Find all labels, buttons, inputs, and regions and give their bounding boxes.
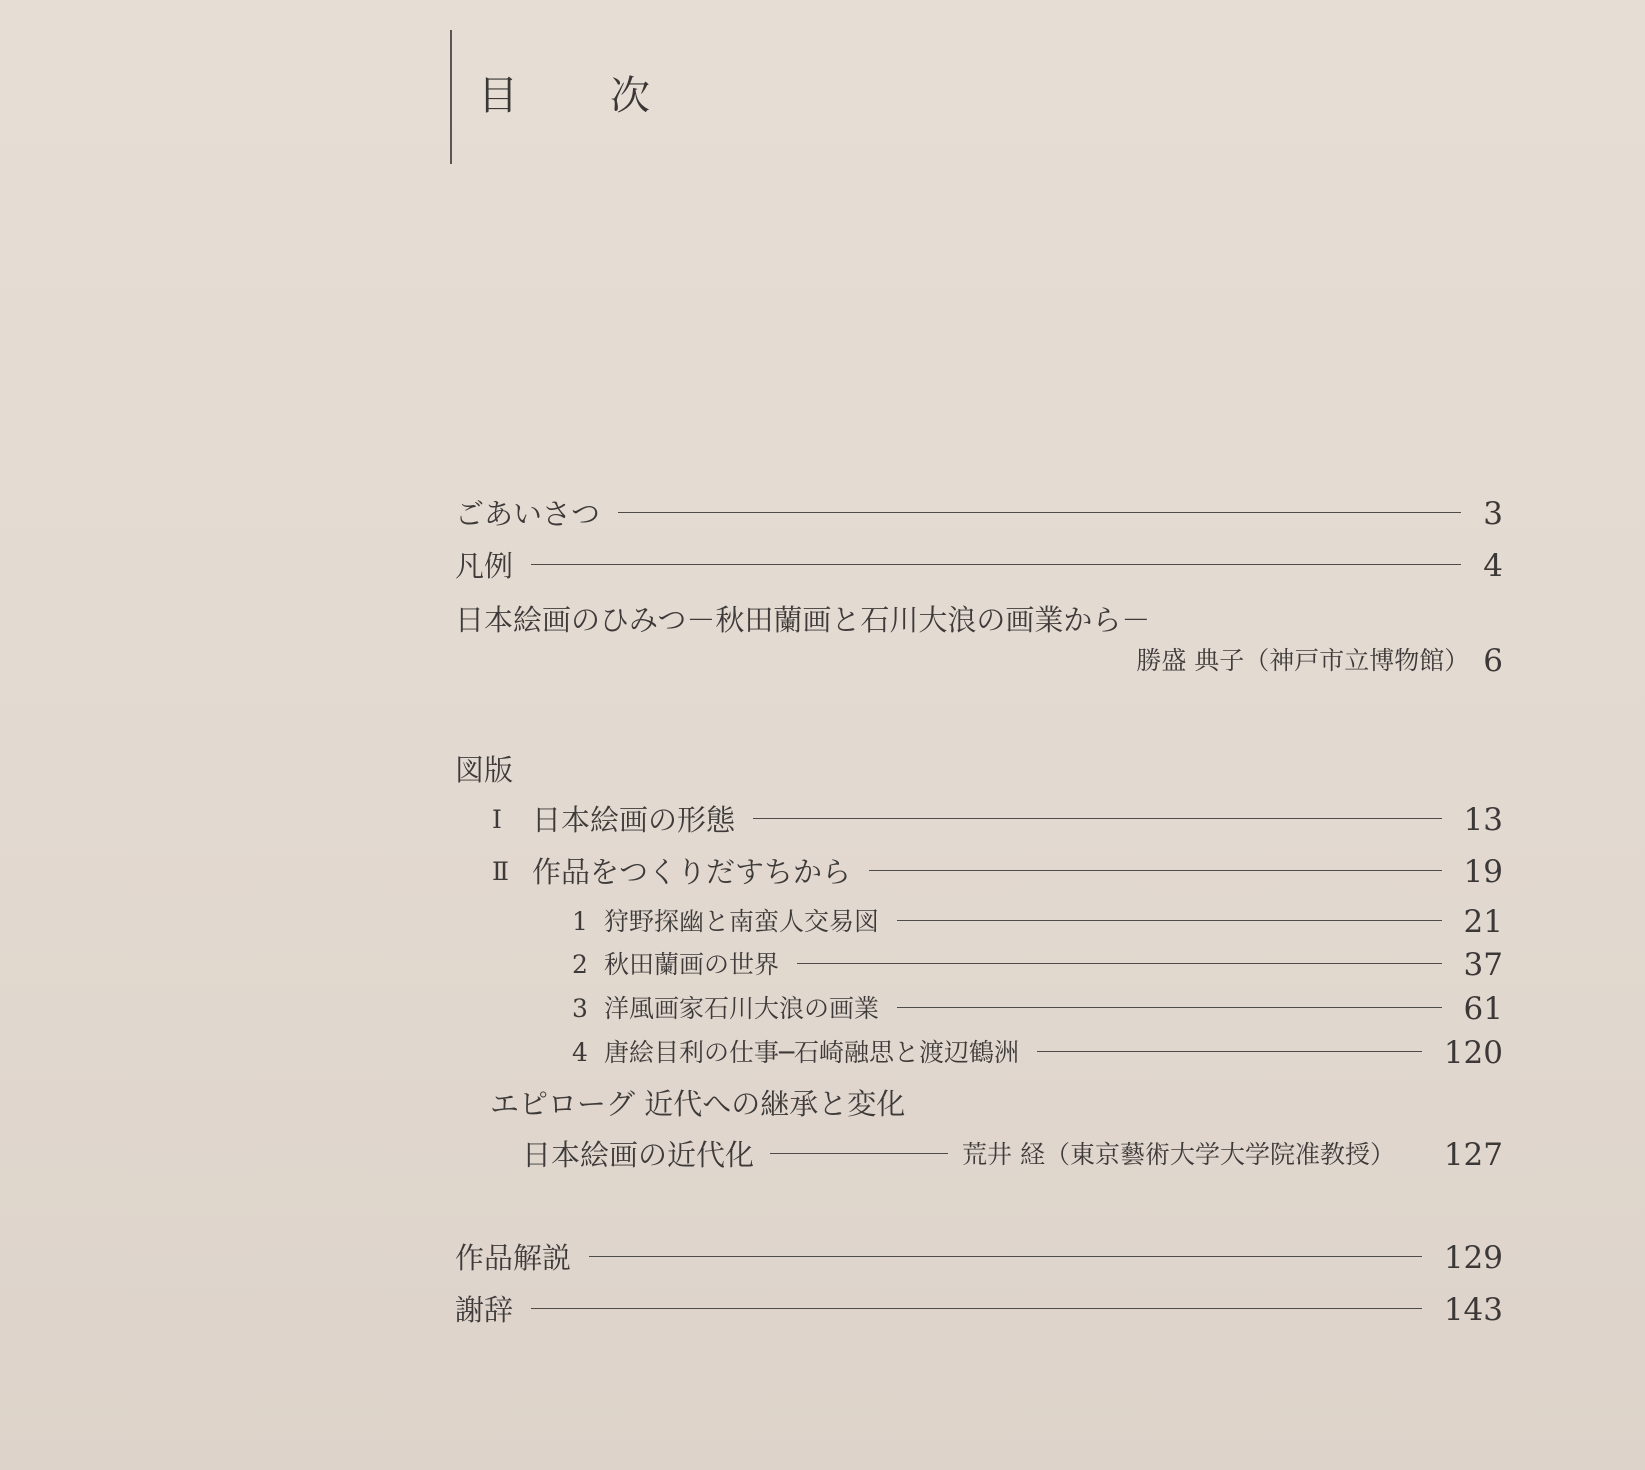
section-numeral: Ⅰ <box>492 805 502 834</box>
toc-entry-essay-author <box>455 639 1503 683</box>
toc-entry-greeting[interactable] <box>455 492 1503 536</box>
toc-entry-subsection-2[interactable] <box>572 943 1503 987</box>
toc-page-number: 3 <box>1483 496 1503 532</box>
toc-entry-label: 日本絵画のひみつ－秋田蘭画と石川大浪の画業から－ <box>455 603 1151 637</box>
leader-line <box>753 818 1442 819</box>
author-credit: 勝盛 典子（神戸市立博物館） <box>1136 646 1470 675</box>
leader-line <box>589 1256 1422 1257</box>
toc-entry-acknowledgments[interactable] <box>455 1288 1503 1332</box>
leader-line <box>797 963 1442 964</box>
subsection-number: 2 <box>572 950 588 979</box>
subsection-number: 1 <box>572 907 588 936</box>
toc-entry-label: 日本絵画の近代化 <box>522 1138 755 1172</box>
toc-entry-label: 唐絵目利の仕事─石崎融思と渡辺鶴洲 <box>604 1038 1020 1067</box>
toc-page-number: 6 <box>1483 643 1503 679</box>
toc-entry-subsection-3[interactable] <box>572 987 1503 1031</box>
leader-line <box>618 512 1461 513</box>
toc-page-number: 21 <box>1463 904 1503 940</box>
toc-entry-label: 作品解説 <box>455 1241 572 1275</box>
toc-section-label: 図版 <box>455 753 514 787</box>
toc-entry-epilogue-essay[interactable] <box>522 1133 1503 1177</box>
toc-section-plates[interactable] <box>455 748 1503 792</box>
toc-entry-label: エピローグ 近代への継承と変化 <box>490 1087 906 1121</box>
toc-entry-label: 洋風画家石川大浪の画業 <box>604 994 880 1023</box>
title-rule <box>450 30 452 164</box>
leader-line <box>897 1007 1442 1008</box>
author-credit: 荒井 経（東京藝術大学大学院准教授） <box>962 1140 1395 1169</box>
leader-line <box>897 920 1442 921</box>
subsection-number: 3 <box>572 994 588 1023</box>
subsection-number: 4 <box>572 1038 588 1067</box>
leader-line <box>869 870 1442 871</box>
toc-entry-section-1[interactable] <box>492 798 1503 842</box>
toc-entry-label: ごあいさつ <box>455 497 601 531</box>
toc-entry-subsection-4[interactable] <box>572 1031 1503 1075</box>
toc-entry-essay-title[interactable] <box>455 598 1503 642</box>
toc-page-number: 19 <box>1463 854 1503 890</box>
leader-line <box>531 1308 1422 1309</box>
leader-line <box>1037 1051 1422 1052</box>
toc-entry-section-2[interactable] <box>492 850 1503 894</box>
toc-page-number: 37 <box>1463 947 1503 983</box>
toc-page-number: 120 <box>1443 1035 1503 1071</box>
toc-entry-subsection-1[interactable] <box>572 900 1503 944</box>
toc-entry-epilogue[interactable] <box>490 1082 1503 1126</box>
toc-page-number: 129 <box>1443 1240 1503 1276</box>
toc-entry-notes[interactable] <box>455 544 1503 588</box>
toc-entry-commentary[interactable] <box>455 1236 1503 1280</box>
leader-line <box>531 564 1461 565</box>
toc-entry-label: 謝辞 <box>455 1293 514 1327</box>
toc-entry-label: 作品をつくりだすちから <box>532 855 852 889</box>
leader-line <box>770 1153 948 1154</box>
toc-entry-label: 秋田蘭画の世界 <box>604 950 780 979</box>
toc-entry-label: 日本絵画の形態 <box>532 803 736 837</box>
section-numeral: Ⅱ <box>492 857 509 886</box>
toc-page-number: 13 <box>1463 802 1503 838</box>
toc-page-number: 4 <box>1483 548 1503 584</box>
page-title: 目 次 <box>478 73 676 119</box>
toc-page-number: 127 <box>1443 1137 1503 1173</box>
toc-entry-label: 狩野探幽と南蛮人交易図 <box>604 907 880 936</box>
toc-page-number: 61 <box>1463 991 1503 1027</box>
toc-page-number: 143 <box>1443 1292 1503 1328</box>
toc-entry-label: 凡例 <box>455 549 514 583</box>
